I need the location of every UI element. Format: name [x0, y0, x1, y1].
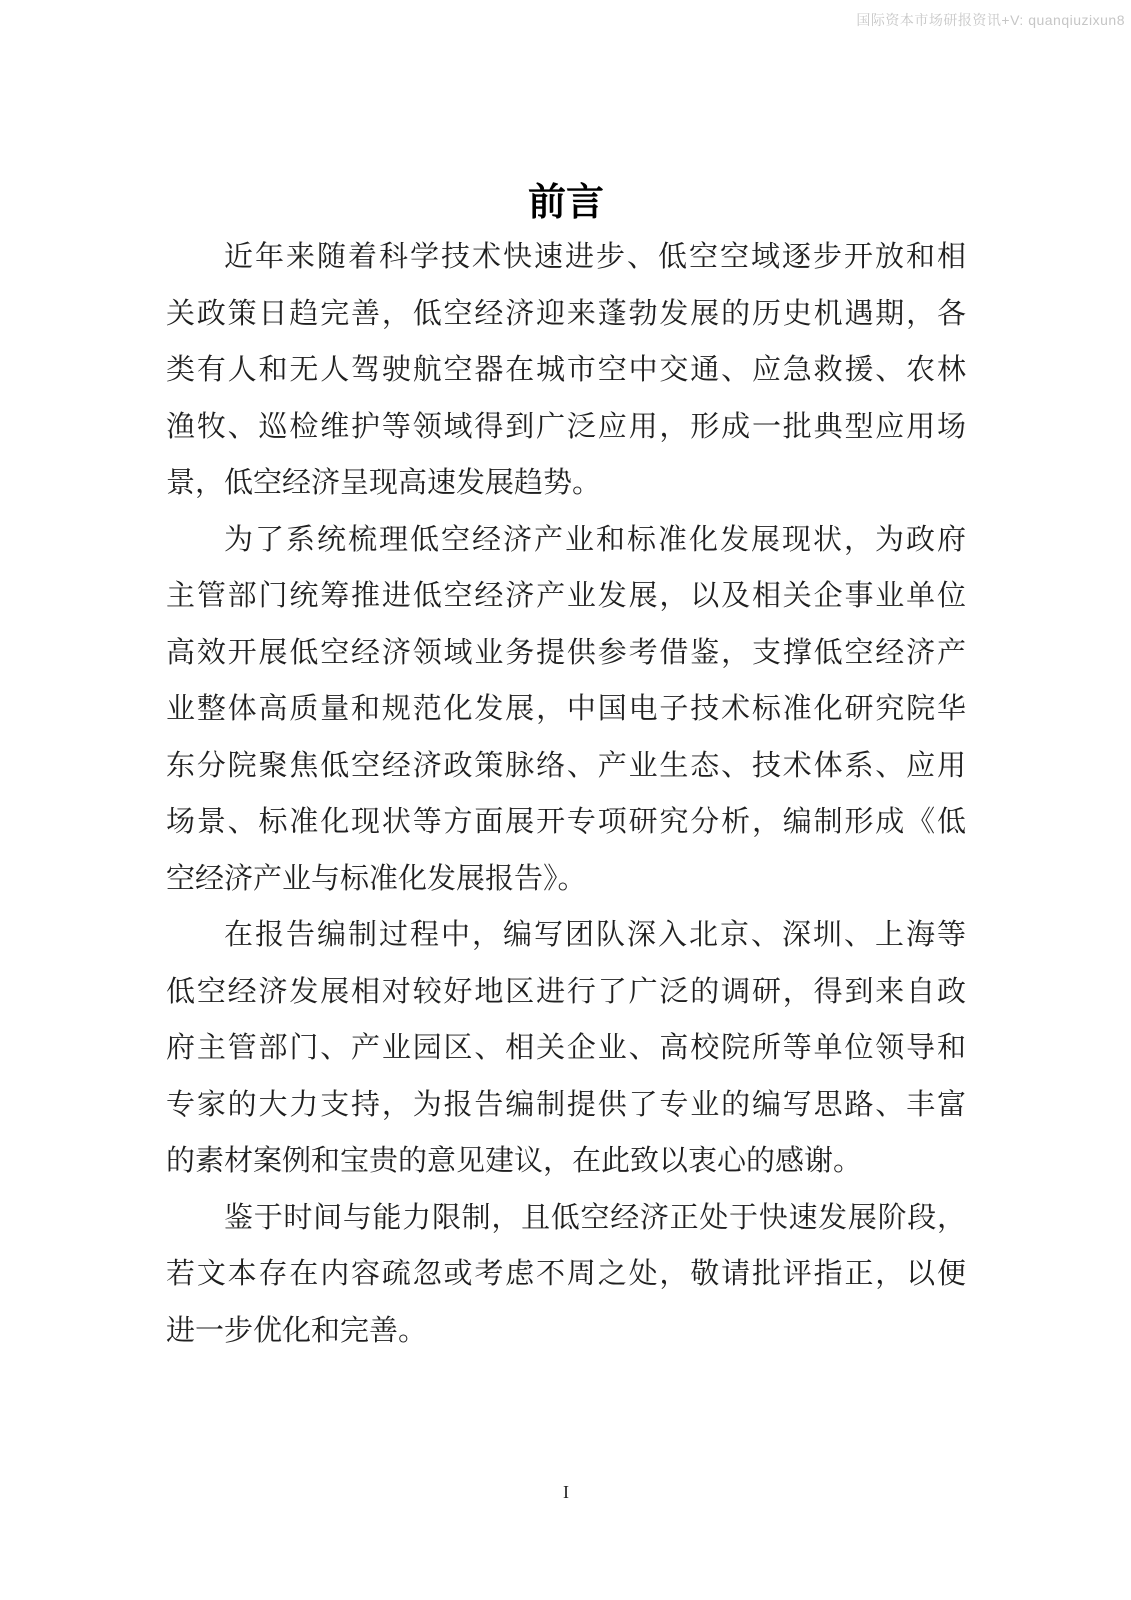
text-line: 业整体高质量和规范化发展，中国电子技术标准化研究院华: [166, 693, 966, 725]
text-line: 低空经济发展相对较好地区进行了广泛的调研，得到来自政: [166, 975, 966, 1008]
text-line: 专家的大力支持，为报告编制提供了专业的编写思路、丰富: [166, 1088, 966, 1121]
text-line: 鉴于时间与能力限制，且低空经济正处于快速发展阶段，: [224, 1201, 966, 1234]
text-line: 空经济产业与标准化发展报告》。: [166, 862, 587, 895]
text-line: 高效开展低空经济领域业务提供参考借鉴，支撑低空经济产: [166, 636, 966, 669]
text-line: 府主管部门、产业园区、相关企业、高校院所等单位领导和: [166, 1032, 966, 1064]
text-line: 进一步优化和完善。: [166, 1314, 428, 1347]
text-line: 景，低空经济呈现高速发展趋势。: [166, 467, 602, 499]
page-title: 前言: [527, 182, 604, 225]
text-line: 东分院聚焦低空经济政策脉络、产业生态、技术体系、应用: [166, 749, 966, 782]
text-line: 类有人和无人驾驶航空器在城市空中交通、应急救援、农林: [166, 354, 966, 386]
watermark-text: 国际资本市场研报资讯+V: quanqiuzixun8: [856, 12, 1125, 28]
preface-body: [166, 229, 966, 1359]
page-number: I: [563, 1482, 569, 1502]
text-line: 关政策日趋完善，低空经济迎来蓬勃发展的历史机遇期，各: [166, 297, 966, 330]
text-line: 为了系统梳理低空经济产业和标准化发展现状，为政府: [224, 523, 966, 556]
text-line: 渔牧、巡检维护等领域得到广泛应用，形成一批典型应用场: [166, 410, 966, 443]
paragraph: [166, 512, 966, 908]
paragraph: [166, 229, 966, 512]
text-line: 的素材案例和宝贵的意见建议，在此致以衷心的感谢。: [166, 1145, 863, 1177]
text-line: 主管部门统筹推进低空经济产业发展，以及相关企事业单位: [166, 580, 966, 612]
text-line: 场景、标准化现状等方面展开专项研究分析，编制形成《低: [166, 806, 966, 838]
text-line: 若文本存在内容疏忽或考虑不周之处，敬请批评指正，以便: [166, 1258, 966, 1290]
text-line: 在报告编制过程中，编写团队深入北京、深圳、上海等: [224, 919, 966, 951]
text-line: 近年来随着科学技术快速进步、低空空域逐步开放和相: [224, 241, 966, 273]
paragraph: [166, 907, 966, 1190]
paragraph: [166, 1190, 966, 1360]
